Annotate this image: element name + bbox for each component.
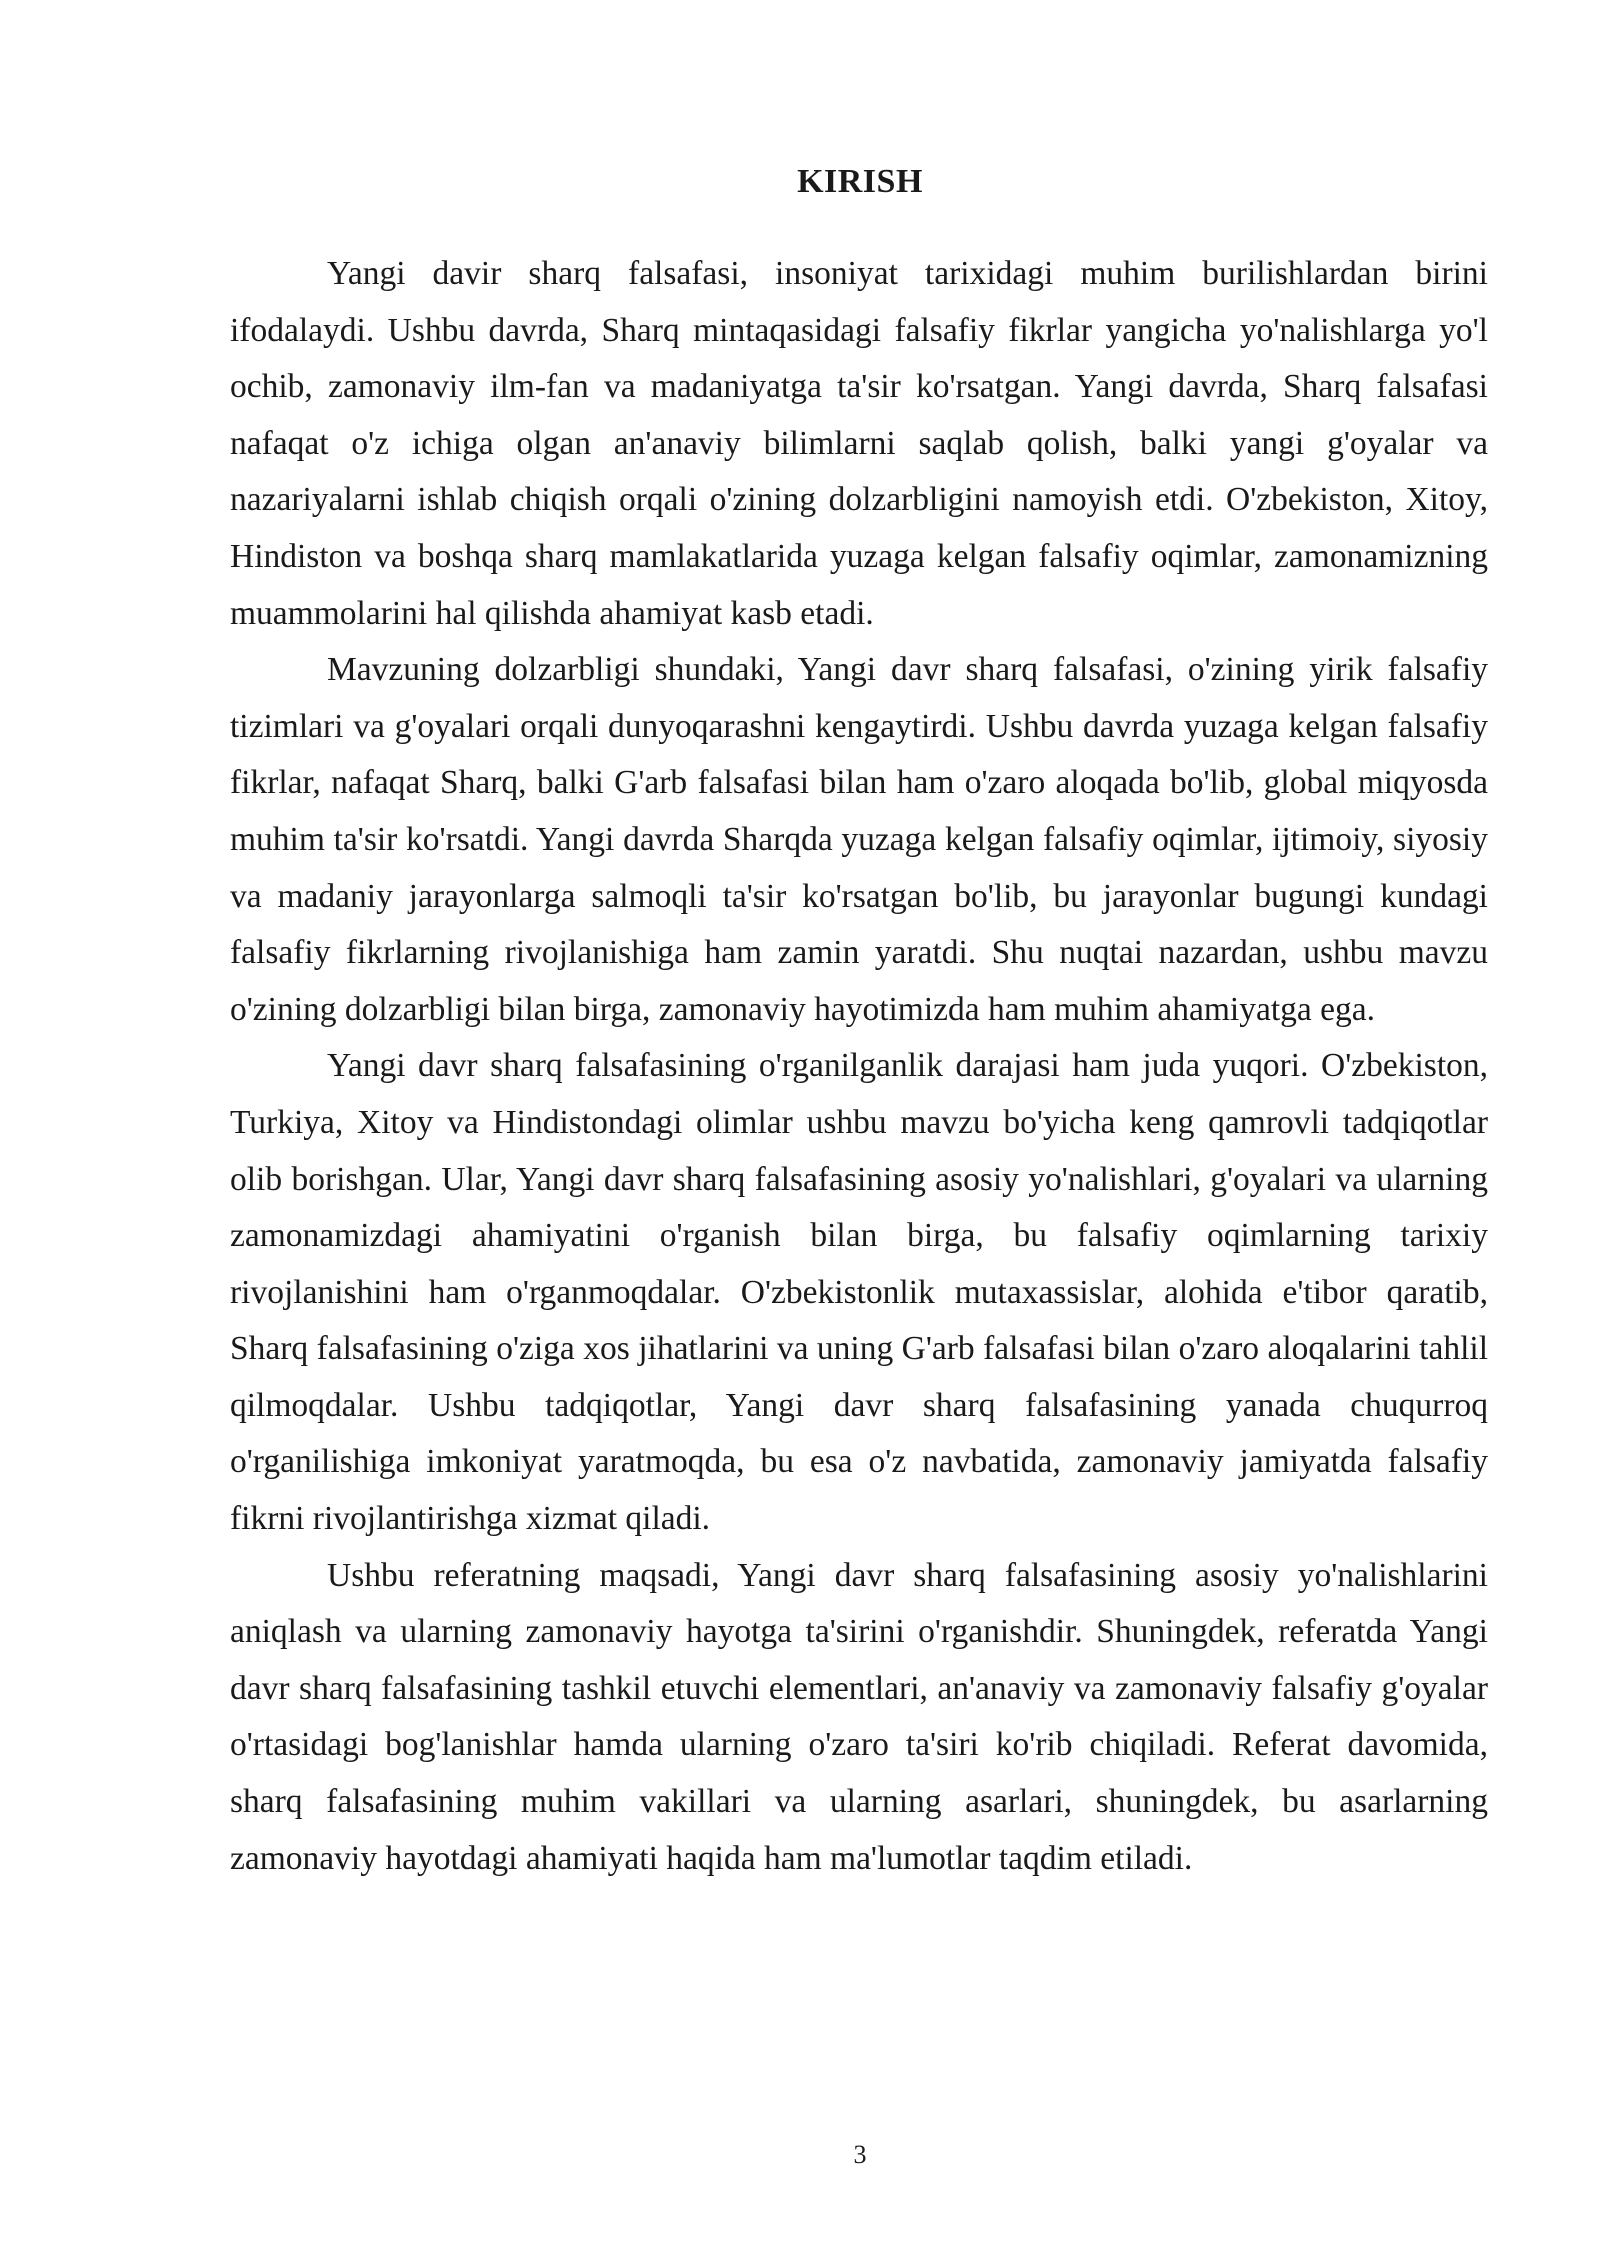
body-text [230, 246, 1488, 1887]
paragraph-research-level: Yangi davr sharq falsafasining o'rganilganlik darajasi ham juda yuqori. O'zbekiston, Turkiya, Xitoy va Hindistondagi olimlar ushbu mavzu bo'yicha keng qamrovli tadqiqotlar olib borishgan. Ular, Yangi davr sharq falsafasining asosiy yo'nalishlari, g'oyalari va ularning zamonamizdagi ahamiyatini o'rganish bilan birga, bu falsafiy oqimlarning tarixiy rivojlanishini ham o'rganmoqdalar. O'zbekistonlik mutaxassislar, alohida e'tibor qaratib, Sharq falsafasining o'ziga xos jihatlarini va uning G'arb falsafasi bilan o'zaro aloqalarini tahlil qilmoqdalar. Ushbu tadqiqotlar, Yangi davr sharq falsafasining yanada chuqurroq o'rganilishiga imkoniyat yaratmoqda, bu esa o'z navbatida, zamonaviy jamiyatda falsafiy fikrni rivojlantirishga xizmat qiladi. [230, 1047, 1488, 1538]
paragraph-introduction: Yangi davir sharq falsafasi, insoniyat tarixidagi muhim burilishlardan birini ifodalaydi. Ushbu davrda, Sharq mintaqasidagi falsafiy fikrlar yangicha yo'nalishlarga yo'l ochib, zamonaviy ilm-fan va madaniyatga ta'sir ko'rsatgan. Yangi davrda, Sharq falsafasi nafaqat o'z ichiga olgan an'anaviy bilimlarni saqlab qolish, balki yangi g'oyalar va nazariyalarni ishlab chiqish orqali o'zining dolzarbligini namoyish etdi. O'zbekiston, Xitoy, Hindiston va boshqa sharq mamlakatlarida yuzaga kelgan falsafiy oqimlar, zamonamizning muammolarini hal qilishda ahamiyat kasb etadi. [230, 255, 1488, 632]
paragraph-relevance: Mavzuning dolzarbligi shundaki, Yangi davr sharq falsafasi, o'zining yirik falsafiy tizimlari va g'oyalari orqali dunyoqarashni kengaytirdi. Ushbu davrda yuzaga kelgan falsafiy fikrlar, nafaqat Sharq, balki G'arb falsafasi bilan ham o'zaro aloqada bo'lib, global miqyosda muhim ta'sir ko'rsatdi. Yangi davrda Sharqda yuzaga kelgan falsafiy oqimlar, ijtimoiy, siyosiy va madaniy jarayonlarga salmoqli ta'sir ko'rsatgan bo'lib, bu jarayonlar bugungi kundagi falsafiy fikrlarning rivojlanishiga ham zamin yaratdi. Shu nuqtai nazardan, ushbu mavzu o'zining dolzarbligi bilan birga, zamonaviy hayotimizda ham muhim ahamiyatga ega. [230, 651, 1488, 1028]
page-title: KIRISH [797, 163, 923, 200]
paragraph-goal: Ushbu referatning maqsadi, Yangi davr sharq falsafasining asosiy yo'nalishlarini aniqlash va ularning zamonaviy hayotga ta'sirini o'rganishdir. Shuningdek, referatda Yangi davr sharq falsafasining tashkil etuvchi elementlari, an'anaviy va zamonaviy falsafiy g'oyalar o'rtasidagi bog'lanishlar hamda ularning o'zaro ta'siri ko'rib chiqiladi. Referat davomida, sharq falsafasining muhim vakillari va ularning asarlari, shuningdek, bu asarlarning zamonaviy hayotdagi ahamiyati haqida ham ma'lumotlar taqdim etiladi. [230, 1556, 1488, 1877]
page-number: 3 [853, 2140, 867, 2169]
